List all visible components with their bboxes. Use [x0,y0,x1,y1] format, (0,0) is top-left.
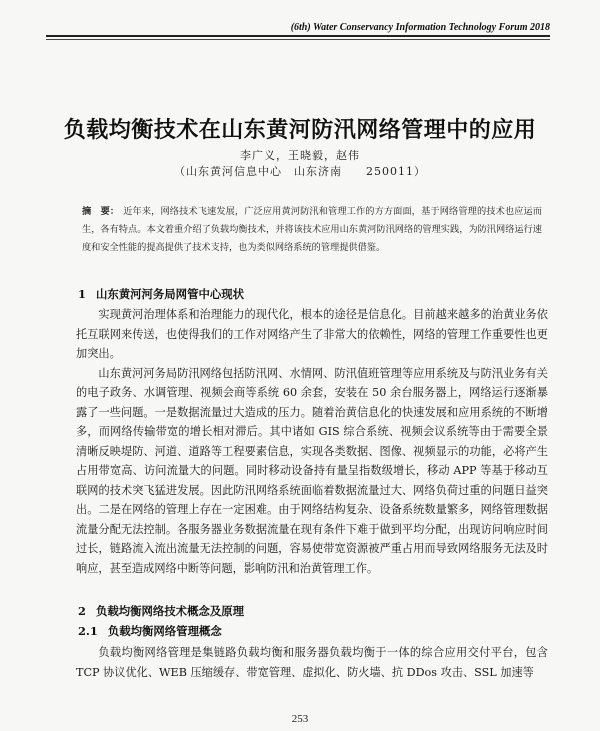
abstract-label: 摘 要： [82,206,120,217]
page-number: 253 [291,713,309,725]
section-heading-2-1 [78,623,222,639]
body-paragraph: 山东黄河河务局防汛网络包括防汛网、水情网、防汛值班管理等应用系统及与防汛业务有关的电子政务、水调管理、视频会商等系统 60 余套，安装在 50 余台服务器上，网络运行逐渐暴露了一些问题。一是数据流量过大造成的压力。随着治黄信息化的快速发展和应用系统的不断增多，而网络传输带宽的增长相对滞后。其中诸如 GIS 综合系统、视频会议系统等由于需要全景清晰反映堤防、河道、道路等工程要素信息，实现各类数据、图像、视频显示的功能，必将产生占用带宽高、访问流量大的问题。同时移动设备持有量呈指数级增长，移动 APP 等基于移动互联网的技术突飞猛进发展。因此防汛网络系统面临着数据流量过大、网络负荷过重的问题日益突出。二是在网络的管理上存在一定困难。由于网络结构复杂、设备系统数量繁多，网络管理数据流量分配无法控制。各服务器业务数据流量在现有条件下难于做到平均分配，出现访问响应时间过长，链路流入流出流量无法控制的问题，容易使带宽资源被严重占用而导致网络服务无法及时响应，甚至造成网络中断等问题，影响防汛和治黄管理工作。 [76,366,548,575]
section-title: 山东黄河河务局网管中心现状 [95,287,245,301]
paper-authors: 李广义，王晓毅，赵伟 [240,149,360,162]
abstract-text: 近年来，网络技术飞速发展，广泛应用黄河防汛和管理工作的方方面面，基于网络管理的技术也应运而生，各有特点。本文着重介绍了负载均衡技术，并将该技术应用山东黄河防汛网络的管理实践，为防汛网络运行速度和安全性能的提高提供了技术支持，也为类似网络系统的管理提供借鉴。 [82,206,542,253]
paper-title: 负载均衡技术在山东黄河防汛网络管理中的应用 [63,117,537,143]
body-paragraph: 负载均衡网络管理是集链路负载均衡和服务器负载均衡于一体的综合应用交付平台，包含 TCP 协议优化、WEB 压缩缓存、带宽管理、虚拟化、防火墙、抗 DDos 攻击、SSL 加速等 [76,646,548,679]
section-title: 负载均衡网络技术概念及原理 [95,604,245,618]
header-rule [46,35,550,37]
running-header: (6th) Water Conservancy Information Technology Forum 2018 [290,22,550,33]
section-number: 2.1 [78,624,98,638]
paper-affiliation: （山东黄河信息中心 山东济南 250011） [174,165,426,178]
section-heading-1 [78,286,244,302]
section-number: 2 [78,604,86,618]
header-rule-thin [46,39,550,40]
body-paragraph: 实现黄河治理体系和治理能力的现代化，根本的途径是信息化。目前越来越多的治黄业务依托互联网来传送，也使得我们的工作对网络产生了非常大的依赖性，网络的管理工作重要性也更加突出。 [76,308,548,360]
section-1-body [76,305,548,578]
section-heading-2 [78,603,244,619]
section-2-1-body [76,643,548,682]
abstract [82,203,542,257]
section-number: 1 [78,287,86,301]
section-title: 负载均衡网络管理概念 [107,624,222,638]
